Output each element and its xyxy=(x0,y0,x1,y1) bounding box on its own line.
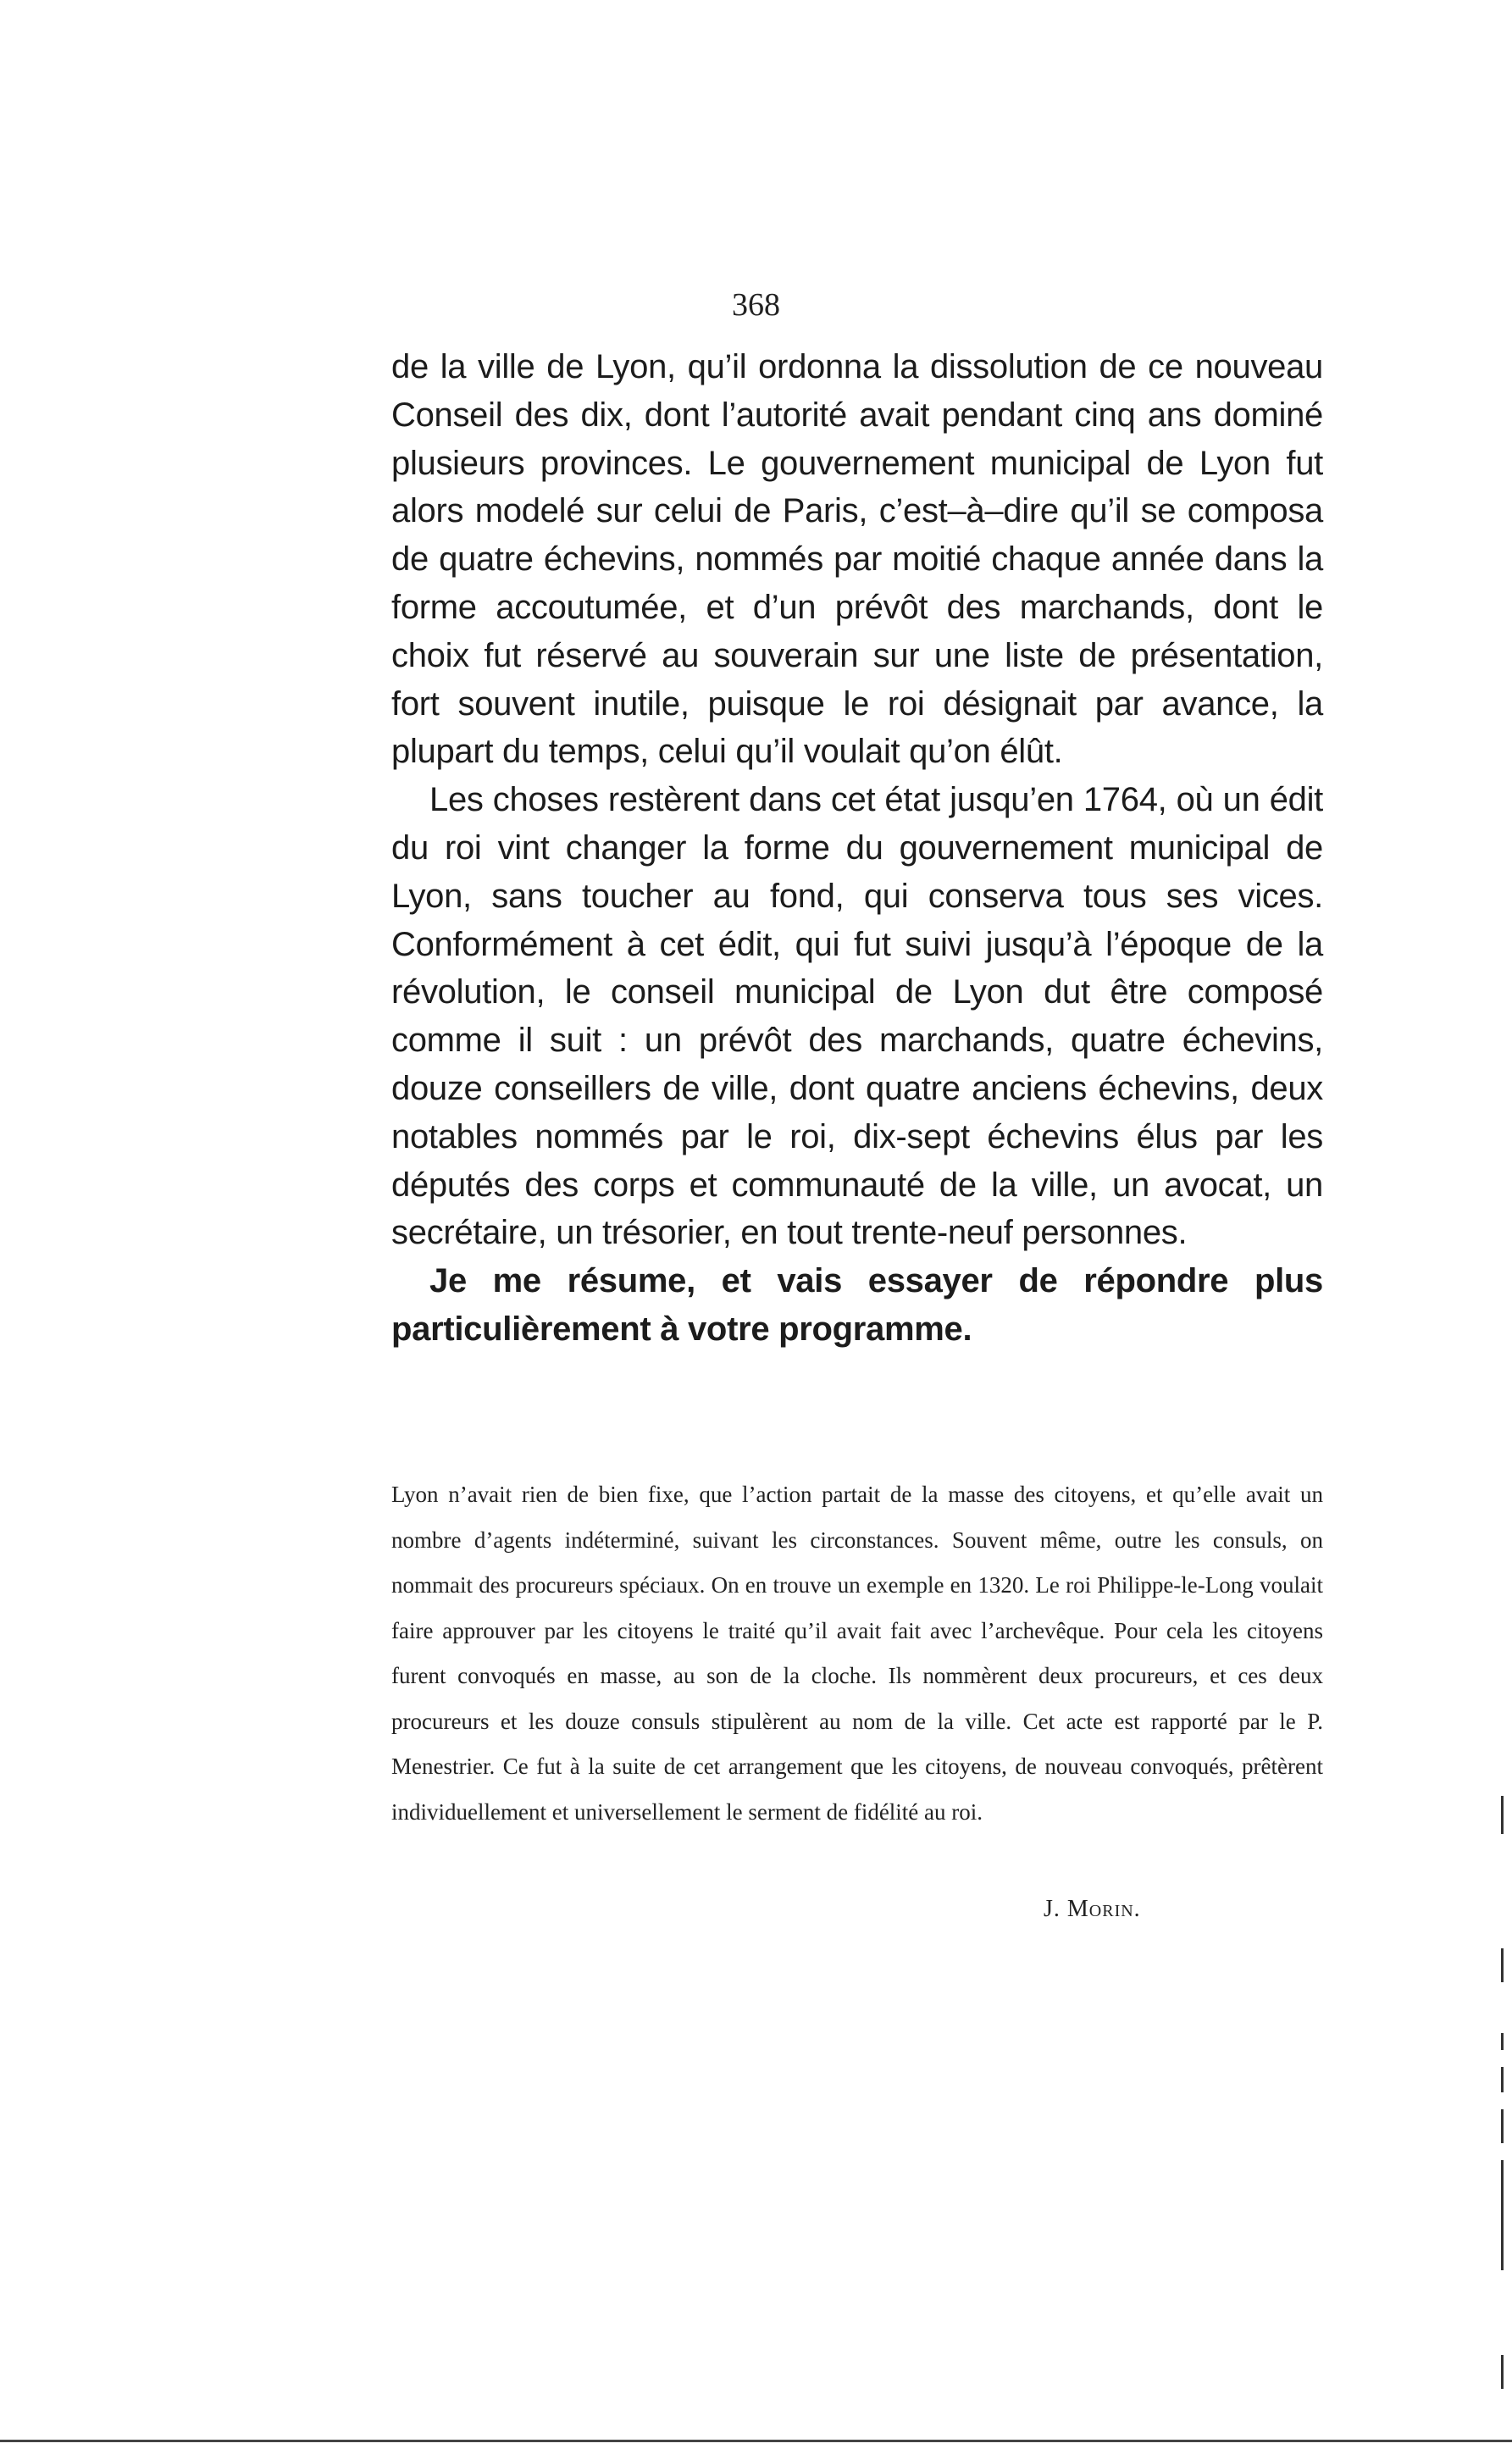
paragraph: Je me résume, et vais essayer de répondre plus particulièrement à votre programme. xyxy=(391,1262,1323,1348)
scan-edge-mark xyxy=(1501,2067,1504,2092)
footnote-text: Lyon n’avait rien de bien fixe, que l’action partait de la masse des citoyens, et qu’elle avait un nombre d’agents indéterminé, suivant les circonstances. Souvent même, outre les consuls, on nommait des procureurs spéciaux. On en trouve un exemple en 1320. Le roi Philippe-le-Long voulait faire approuver par les citoyens le traité qu’il avait fait avec l’archevêque. Pour cela les citoyens furent convoqués en masse, au son de la cloche. Ils nommèrent deux procureurs, et ces deux procureurs et les douze consuls stipulèrent au nom de la ville. Cet acte est rapporté par le P. Menestrier. Ce fut à la suite de cet arrangement que les citoyens, de nouveau convoqués, prêtèrent individuellement et universellement le serment de fidélité au roi. xyxy=(391,1482,1323,1825)
main-text xyxy=(391,343,1323,1354)
scan-edge-mark xyxy=(1501,2160,1504,2270)
scan-edge-mark xyxy=(1501,1796,1504,1834)
footnote-signature: J. Morin. xyxy=(1044,1896,1141,1922)
scan-edge-mark xyxy=(1501,1948,1504,1982)
page-number: 368 xyxy=(732,287,780,323)
scan-edge-mark xyxy=(1501,2033,1504,2050)
paragraph: Les choses restèrent dans cet état jusqu’en 1764, où un édit du roi vint changer la forme du gouvernement municipal de Lyon, sans toucher au fond, qui conserva tous ses vices. Conformément à cet édit, qui fut suivi jusqu’à l’époque de la révolution, le conseil municipal de Lyon dut être composé comme il suit : un prévôt des marchands, quatre échevins, douze conseillers de ville, dont quatre anciens échevins, deux notables nommés par le roi, dix-sept échevins élus par les députés des corps et communauté de la ville, un avocat, un secrétaire, un trésorier, en tout trente-neuf personnes. xyxy=(391,781,1323,1252)
scan-edge-mark xyxy=(1501,2355,1504,2389)
paragraph: de la ville de Lyon, qu’il ordonna la dissolution de ce nouveau Conseil des dix, dont l’autorité avait pendant cinq ans dominé plusieurs provinces. Le gouvernement municipal de Lyon fut alors modelé sur celui de Paris, c’est–à–dire qu’il se composa de quatre échevins, nommés par moitié chaque année dans la forme accoutumée, et d’un prévôt des marchands, dont le choix fut réservé au souverain sur une liste de présentation, fort souvent inutile, puisque le roi désignait par avance, la plupart du temps, celui qu’il voulait qu’on élût. xyxy=(391,348,1323,771)
scan-edge-mark xyxy=(1501,2109,1504,2143)
footnote xyxy=(391,1472,1323,1835)
bottom-rule xyxy=(0,2440,1512,2442)
